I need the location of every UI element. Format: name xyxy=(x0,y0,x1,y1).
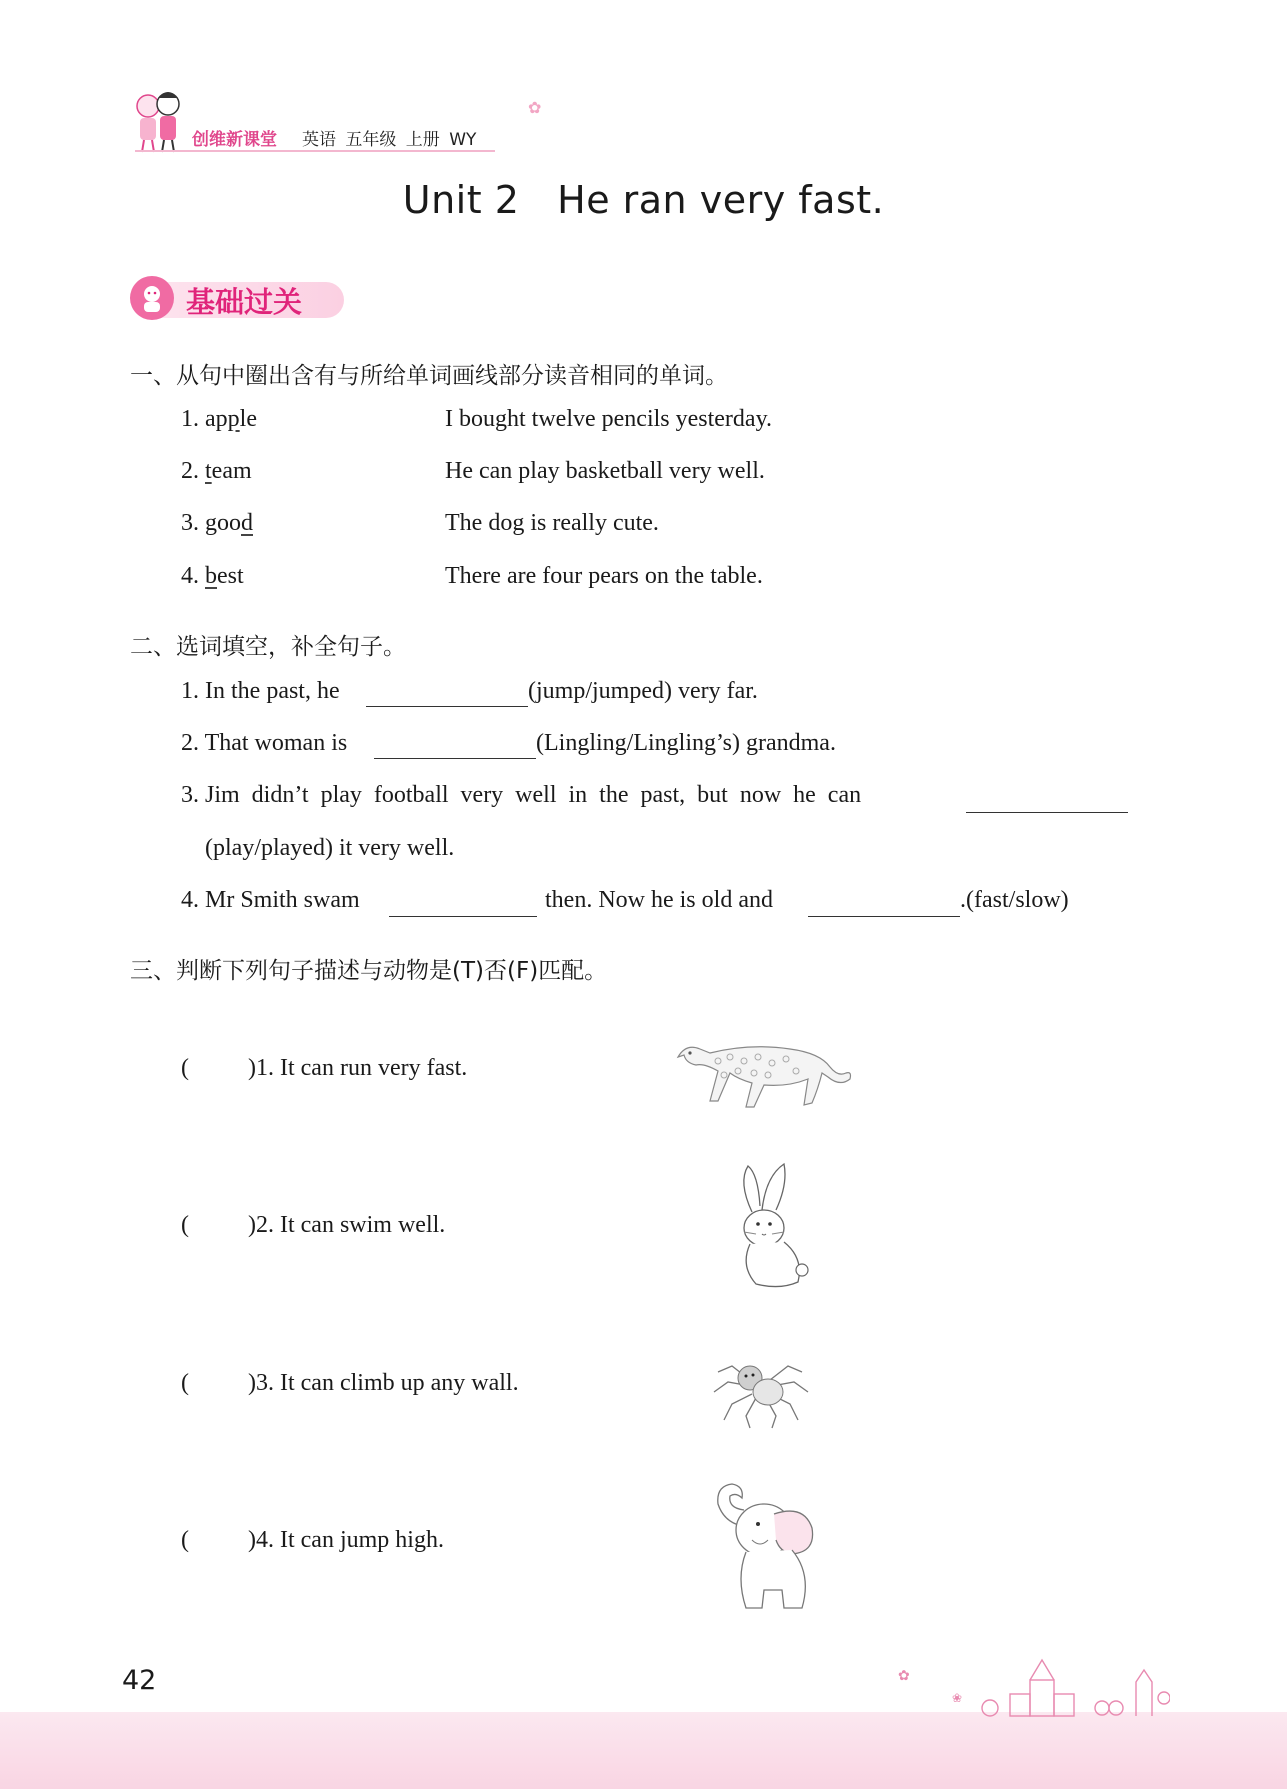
ex2-s2-end: (Lingling/Lingling’s) grandma. xyxy=(536,730,836,756)
ex2-s1-end: (jump/jumped) very far. xyxy=(528,678,758,704)
ex1-word-2: 2. team xyxy=(181,458,252,484)
ex3-answer-bracket-4[interactable]: ( xyxy=(181,1527,189,1553)
footer-band xyxy=(0,1712,1287,1789)
unit-title: Unit 2 He ran very fast. xyxy=(402,178,885,222)
ex2-blank-2[interactable] xyxy=(374,758,536,759)
ex3-answer-bracket-1[interactable]: ( xyxy=(181,1055,189,1081)
flower-decoration-icon: ✿ xyxy=(528,98,542,117)
ex1-heading: 一、从句中圈出含有与所给单词画线部分读音相同的单词。 xyxy=(130,363,728,389)
leopard-icon xyxy=(668,1035,853,1120)
ex2-s3-start: 3. Jim didn’t play football very well in the past, but now he can xyxy=(181,782,862,808)
ex3-answer-bracket-2[interactable]: ( xyxy=(181,1212,189,1238)
svg-text:✿: ✿ xyxy=(898,1668,910,1684)
ex2-s4-end: .(fast/slow) xyxy=(960,887,1069,913)
ex2-s1-start: 1. In the past, he xyxy=(181,678,340,704)
ex3-sentence-1: )1. It can run very fast. xyxy=(248,1055,468,1081)
ex1-sentence-4: There are four pears on the table. xyxy=(445,563,763,589)
section-label: 基础过关 xyxy=(186,285,303,319)
ex2-blank-1[interactable] xyxy=(366,706,528,707)
ex1-sentence-1: I bought twelve pencils yesterday. xyxy=(445,406,773,432)
kids-logo-icon xyxy=(128,88,188,154)
header-divider xyxy=(135,150,495,152)
ex1-sentence-3: The dog is really cute. xyxy=(445,510,659,536)
ex2-blank-4[interactable] xyxy=(389,916,537,917)
ex2-blank-5[interactable] xyxy=(808,916,960,917)
page-number: 42 xyxy=(122,1665,157,1696)
ex1-word-1: 1. apple xyxy=(181,406,257,432)
ex1-sentence-2: He can play basketball very well. xyxy=(445,458,765,484)
ex2-s4-start: 4. Mr Smith swam xyxy=(181,887,360,913)
ex3-heading: 三、判断下列句子描述与动物是(T)否(F)匹配。 xyxy=(130,958,608,984)
ex2-s4-middle: then. Now he is old and xyxy=(545,887,773,913)
ex3-answer-bracket-3[interactable]: ( xyxy=(181,1370,189,1396)
elephant-icon xyxy=(702,1478,836,1616)
ex1-word-3: 3. good xyxy=(181,510,253,536)
ex2-s2-start: 2. That woman is xyxy=(181,730,348,756)
book-meta: 英语 五年级 上册 WY xyxy=(302,130,477,150)
student-icon xyxy=(134,280,170,316)
ex3-sentence-4: )4. It can jump high. xyxy=(248,1527,444,1553)
ex3-sentence-2: )2. It can swim well. xyxy=(248,1212,446,1238)
ex3-sentence-3: )3. It can climb up any wall. xyxy=(248,1370,519,1396)
svg-text:❀: ❀ xyxy=(952,1691,963,1705)
spider-icon xyxy=(710,1350,814,1432)
brand-name: 创维新课堂 xyxy=(192,130,277,150)
ex1-word-4: 4. best xyxy=(181,563,244,589)
ex2-blank-3[interactable] xyxy=(966,812,1128,813)
rabbit-icon xyxy=(722,1160,814,1292)
castle-decoration-icon xyxy=(880,1650,1170,1720)
ex2-heading: 二、选词填空，补全句子。 xyxy=(130,634,406,660)
ex2-s3-end: (play/played) it very well. xyxy=(205,835,455,861)
